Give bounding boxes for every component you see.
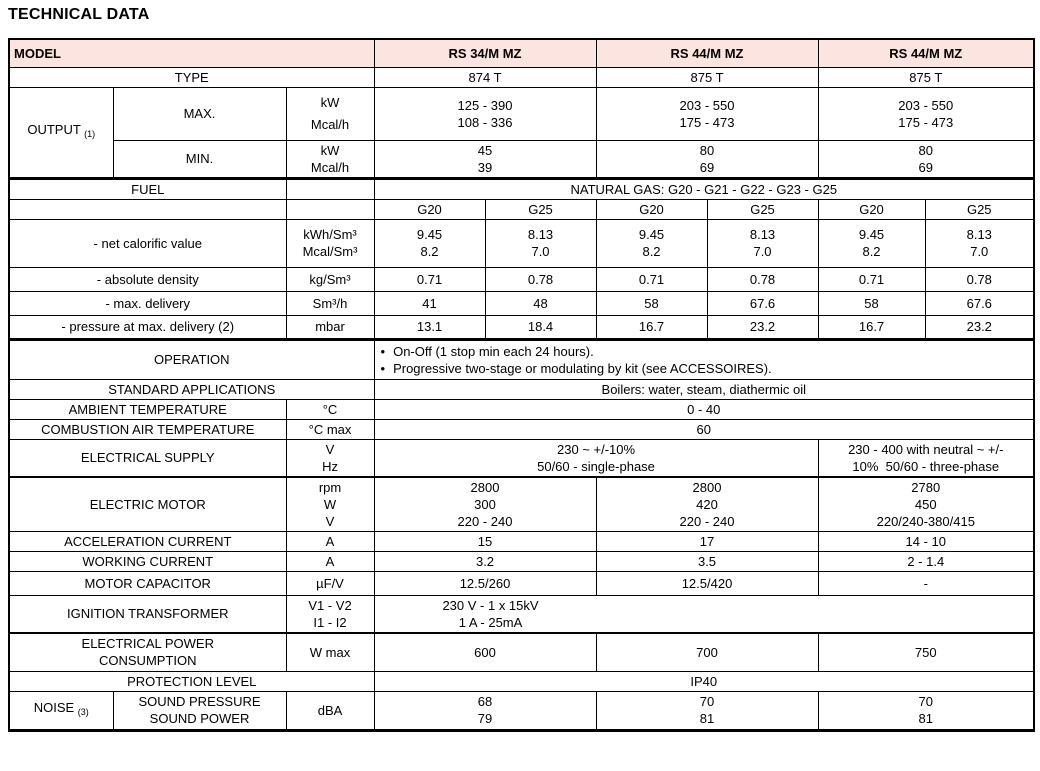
row-noise [9, 691, 1034, 730]
row-gas-header [9, 199, 1034, 219]
output-min-value-2 [596, 140, 818, 178]
ignition-label: IGNITION TRANSFORMER [9, 595, 286, 633]
gas-col-6: G25 [925, 199, 1034, 219]
output-min-mcal-1: 39 [477, 159, 493, 175]
output-min-label: MIN. [113, 140, 286, 178]
applications-label: STANDARD APPLICATIONS [9, 379, 374, 399]
delivery-value-6: 67.6 [925, 291, 1034, 315]
calorific-value-3 [596, 219, 707, 267]
acceleration-label: ACCELERATION CURRENT [9, 531, 286, 551]
gas-col-1: G20 [374, 199, 485, 219]
unit-mcalh: Mcal/h [310, 116, 350, 132]
combustion-label: COMBUSTION AIR TEMPERATURE [9, 419, 286, 439]
delivery-label: - max. delivery [9, 291, 286, 315]
density-value-1: 0.71 [374, 267, 485, 291]
calorific-kwh: 8.13 [966, 227, 992, 242]
density-value-4: 0.78 [707, 267, 818, 291]
noise-power-1: 79 [477, 711, 493, 726]
pressure-label: - pressure at max. delivery (2) [9, 315, 286, 339]
row-power [9, 633, 1034, 671]
output-max-kw-2: 203 - 550 [679, 97, 735, 113]
row-applications [9, 379, 1034, 399]
model-name-2: RS 44/M MZ [596, 39, 818, 67]
supply-three-phase [818, 439, 1034, 477]
calorific-kwh: 8.13 [749, 227, 776, 242]
unit-hz: Hz [322, 458, 338, 474]
noise-label: NOISE [33, 700, 75, 715]
output-max-value-3 [818, 87, 1034, 140]
pressure-value-6: 23.2 [925, 315, 1034, 339]
noise-value-1 [374, 691, 596, 730]
pressure-value-1: 13.1 [374, 315, 485, 339]
power-value-2: 700 [596, 633, 818, 671]
gas-col-5: G20 [818, 199, 925, 219]
noise-power-2: 81 [699, 711, 715, 726]
row-fuel [9, 178, 1034, 199]
model-label: MODEL [14, 45, 61, 61]
ambient-unit: °C [286, 399, 374, 419]
delivery-unit: Sm³/h [286, 291, 374, 315]
supply-single-line-1: 230 ~ +/-10% [556, 441, 636, 457]
row-protection [9, 671, 1034, 691]
noise-sound-power-label: SOUND POWER [149, 711, 250, 726]
motor-units [286, 477, 374, 532]
type-label: TYPE [9, 67, 374, 87]
row-type [9, 67, 1034, 87]
calorific-mcal: 8.2 [420, 244, 439, 259]
output-max-mcal-2: 175 - 473 [679, 114, 735, 130]
output-min-units [286, 140, 374, 178]
density-value-6: 0.78 [925, 267, 1034, 291]
row-supply [9, 439, 1034, 477]
supply-single-line-2: 50/60 - single-phase [537, 458, 655, 474]
output-min-mcal-3: 69 [918, 159, 933, 175]
output-min-value-3 [818, 140, 1034, 178]
delivery-value-5: 58 [818, 291, 925, 315]
output-min-value-1 [374, 140, 596, 178]
noise-unit: dBA [286, 691, 374, 730]
delivery-value-4: 67.6 [707, 291, 818, 315]
row-ambient [9, 399, 1034, 419]
pressure-value-2: 18.4 [485, 315, 596, 339]
noise-pressure-2: 70 [699, 694, 715, 709]
noise-sound-pressure-label: SOUND PRESSURE [138, 694, 261, 709]
type-value-2: 875 T [596, 67, 818, 87]
ignition-value-block [379, 597, 603, 631]
unit-kwh-sm3: kWh/Sm³ [303, 227, 357, 242]
motor-value-3 [818, 477, 1034, 532]
unit-i1-i2: I1 - I2 [313, 614, 347, 630]
noise-sub-labels [113, 691, 286, 730]
motor-w-2: 420 [696, 496, 718, 512]
supply-single-phase [374, 439, 818, 477]
row-motor [9, 477, 1034, 532]
protection-label: PROTECTION LEVEL [9, 671, 374, 691]
ignition-current: 1 A - 25mA [458, 614, 523, 630]
unit-v: V [325, 513, 335, 529]
calorific-kwh: 9.45 [416, 227, 443, 242]
row-combustion [9, 419, 1034, 439]
delivery-value-2: 48 [485, 291, 596, 315]
operation-value [374, 339, 1034, 379]
pressure-unit: mbar [286, 315, 374, 339]
delivery-value-3: 58 [596, 291, 707, 315]
row-calorific [9, 219, 1034, 267]
acceleration-value-1: 15 [374, 531, 596, 551]
gas-col-4: G25 [707, 199, 818, 219]
acceleration-unit: A [286, 531, 374, 551]
supply-label: ELECTRICAL SUPPLY [9, 439, 286, 477]
output-max-kw-1: 125 - 390 [457, 97, 513, 113]
combustion-unit: °C max [286, 419, 374, 439]
gas-col-2: G25 [485, 199, 596, 219]
output-min-kw-1: 45 [477, 142, 493, 158]
operation-bullet-2: • Progressive two-stage or modulating by kit (see ACCESSOIRES). [379, 360, 1030, 377]
output-label-cell [9, 87, 113, 178]
working-value-3: 2 - 1.4 [818, 551, 1034, 571]
pressure-value-4: 23.2 [707, 315, 818, 339]
density-value-5: 0.71 [818, 267, 925, 291]
calorific-units [286, 219, 374, 267]
motor-rpm-2: 2800 [692, 479, 722, 495]
delivery-value-1: 41 [374, 291, 485, 315]
type-value-1: 874 T [374, 67, 596, 87]
power-label [9, 633, 286, 671]
gas-header-unit-empty [286, 199, 374, 219]
row-model [9, 39, 1034, 67]
power-value-1: 600 [374, 633, 596, 671]
calorific-kwh: 9.45 [638, 227, 665, 242]
unit-w: W [323, 496, 337, 512]
motor-value-1 [374, 477, 596, 532]
capacitor-value-3: - [818, 571, 1034, 595]
power-label-line-1: ELECTRICAL POWER [81, 636, 214, 652]
output-max-label: MAX. [113, 87, 286, 140]
acceleration-value-3: 14 - 10 [818, 531, 1034, 551]
row-output-min [9, 140, 1034, 178]
row-operation [9, 339, 1034, 379]
output-max-mcal-1: 108 - 336 [457, 114, 513, 130]
model-name-3: RS 44/M MZ [818, 39, 1034, 67]
capacitor-value-1: 12.5/260 [374, 571, 596, 595]
density-value-3: 0.71 [596, 267, 707, 291]
capacitor-label: MOTOR CAPACITOR [9, 571, 286, 595]
motor-value-2 [596, 477, 818, 532]
supply-units [286, 439, 374, 477]
applications-value: Boilers: water, steam, diathermic oil [374, 379, 1034, 399]
output-note: (1) [84, 129, 96, 139]
calorific-mcal: 7.0 [531, 244, 550, 259]
ignition-units [286, 595, 374, 633]
unit-mcalh: Mcal/h [310, 159, 350, 175]
supply-three-line-1: 230 - 400 with neutral ~ +/- [848, 441, 1004, 457]
protection-value: IP40 [374, 671, 1034, 691]
output-label: OUTPUT [27, 122, 81, 137]
motor-v-3: 220/240-380/415 [876, 513, 975, 529]
output-max-value-1 [374, 87, 596, 140]
noise-power-3: 81 [918, 711, 933, 726]
unit-v: V [325, 441, 335, 457]
calorific-value-2 [485, 219, 596, 267]
motor-w-3: 450 [914, 496, 937, 512]
page-title: TECHNICAL DATA [8, 6, 150, 23]
row-density [9, 267, 1034, 291]
unit-mcal-sm3: Mcal/Sm³ [302, 244, 358, 259]
working-unit: A [286, 551, 374, 571]
calorific-value-1 [374, 219, 485, 267]
unit-kw: kW [320, 94, 340, 110]
model-row-label [9, 39, 374, 67]
operation-label: OPERATION [9, 339, 374, 379]
motor-v-1: 220 - 240 [457, 513, 513, 529]
noise-pressure-3: 70 [918, 694, 933, 709]
motor-v-2: 220 - 240 [679, 513, 735, 529]
output-max-mcal-3: 175 - 473 [898, 114, 954, 130]
density-label: - absolute density [9, 267, 286, 291]
row-ignition [9, 595, 1034, 633]
capacitor-unit: µF/V [286, 571, 374, 595]
density-value-2: 0.78 [485, 267, 596, 291]
power-label-line-2: CONSUMPTION [99, 653, 197, 669]
calorific-value-5 [818, 219, 925, 267]
calorific-value-4 [707, 219, 818, 267]
output-max-kw-3: 203 - 550 [898, 97, 954, 113]
output-max-value-2 [596, 87, 818, 140]
unit-v1-v2: V1 - V2 [308, 597, 352, 613]
motor-w-1: 300 [474, 496, 496, 512]
unit-rpm: rpm [318, 479, 342, 495]
acceleration-value-2: 17 [596, 531, 818, 551]
working-value-2: 3.5 [596, 551, 818, 571]
fuel-label: FUEL [9, 178, 286, 199]
working-value-1: 3.2 [374, 551, 596, 571]
ambient-value: 0 - 40 [374, 399, 1034, 419]
row-acceleration [9, 531, 1034, 551]
capacitor-value-2: 12.5/420 [596, 571, 818, 595]
calorific-value-6 [925, 219, 1034, 267]
calorific-label: - net calorific value [9, 219, 286, 267]
fuel-unit-empty [286, 178, 374, 199]
calorific-mcal: 8.2 [642, 244, 661, 259]
noise-label-cell [9, 691, 113, 730]
gas-col-3: G20 [596, 199, 707, 219]
calorific-mcal: 8.2 [862, 244, 881, 259]
ignition-value [374, 595, 1034, 633]
calorific-kwh: 9.45 [858, 227, 885, 242]
output-max-units [286, 87, 374, 140]
unit-kw: kW [320, 142, 340, 158]
motor-label: ELECTRIC MOTOR [9, 477, 286, 532]
row-pressure [9, 315, 1034, 339]
output-min-kw-3: 80 [918, 142, 933, 158]
pressure-value-3: 16.7 [596, 315, 707, 339]
type-value-3: 875 T [818, 67, 1034, 87]
fuel-value: NATURAL GAS: G20 - G21 - G22 - G23 - G25 [374, 178, 1034, 199]
gas-header-label-empty [9, 199, 286, 219]
row-delivery [9, 291, 1034, 315]
noise-note: (3) [77, 707, 89, 717]
output-min-mcal-2: 69 [699, 159, 715, 175]
output-min-kw-2: 80 [699, 142, 715, 158]
row-working [9, 551, 1034, 571]
row-capacitor [9, 571, 1034, 595]
supply-three-line-2: 10% 50/60 - three-phase [852, 458, 1000, 474]
noise-value-3 [818, 691, 1034, 730]
operation-bullet-1: • On-Off (1 stop min each 24 hours). [379, 343, 1030, 360]
technical-data-table [8, 38, 1035, 732]
power-unit: W max [286, 633, 374, 671]
calorific-mcal: 7.0 [970, 244, 989, 259]
pressure-value-5: 16.7 [818, 315, 925, 339]
density-unit: kg/Sm³ [286, 267, 374, 291]
motor-rpm-1: 2800 [470, 479, 500, 495]
calorific-kwh: 8.13 [527, 227, 554, 242]
ignition-voltage: 230 V - 1 x 15kV [442, 597, 539, 613]
ambient-label: AMBIENT TEMPERATURE [9, 399, 286, 419]
model-name-1: RS 34/M MZ [374, 39, 596, 67]
noise-pressure-1: 68 [477, 694, 493, 709]
noise-value-2 [596, 691, 818, 730]
motor-rpm-3: 2780 [911, 479, 941, 495]
combustion-value: 60 [374, 419, 1034, 439]
power-value-3: 750 [818, 633, 1034, 671]
working-label: WORKING CURRENT [9, 551, 286, 571]
row-output-max [9, 87, 1034, 140]
calorific-mcal: 7.0 [753, 244, 772, 259]
